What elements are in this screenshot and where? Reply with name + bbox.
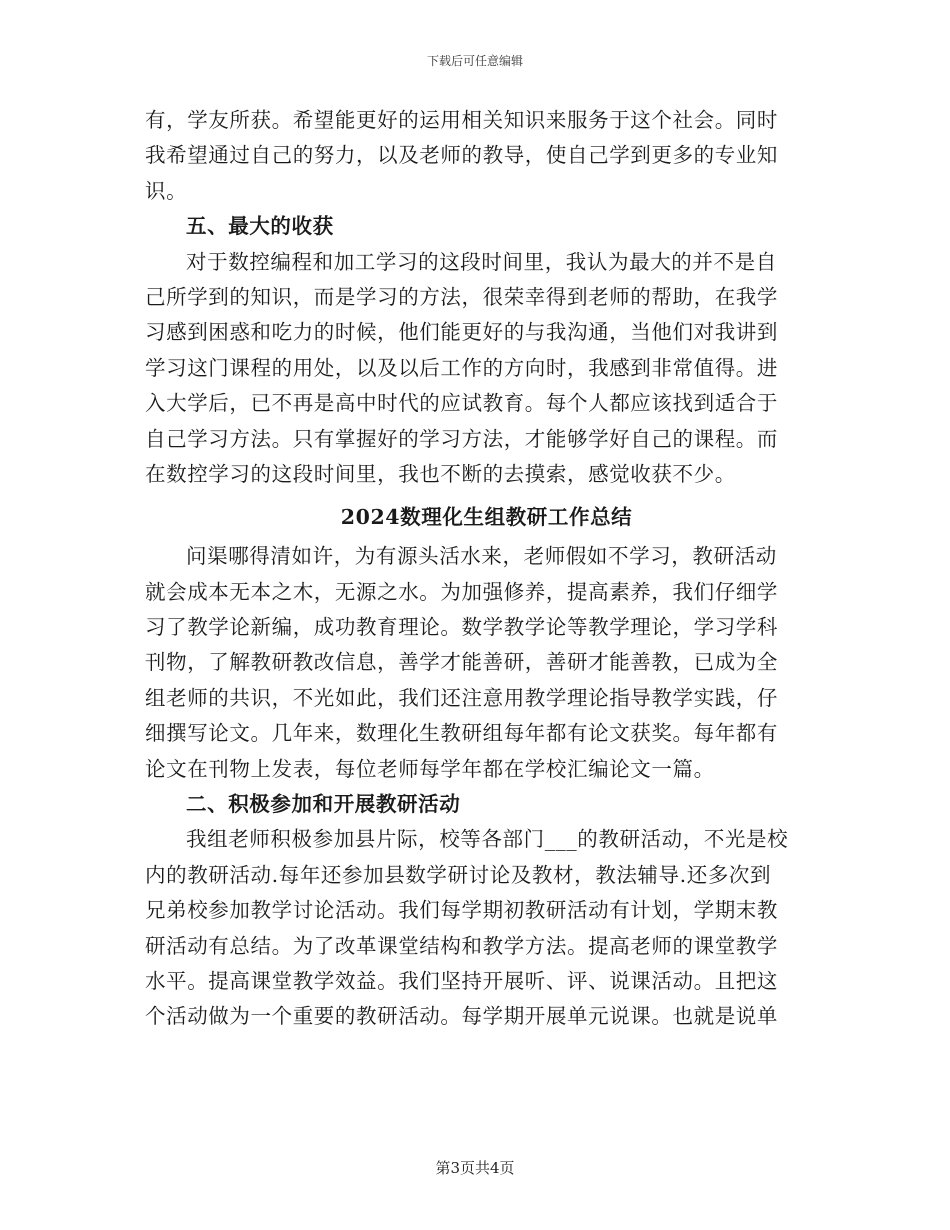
body-paragraph xyxy=(145,245,810,493)
text-line: 水平。提高课堂教学效益。我们坚持开展听、评、说课活动。且把这 xyxy=(145,968,778,993)
text-line: 有，学友所获。希望能更好的运用相关知识来服务于这个社会。同时 xyxy=(145,108,778,132)
text-line: 就会成本无本之木，无源之水。为加强修养，提高素养，我们仔细学 xyxy=(145,579,778,604)
text-line: 对于数控编程和加工学习的这段时间里，我认为最大的并不是自 xyxy=(186,249,777,274)
article-title: 2024数理化生组教研工作总结 xyxy=(340,505,633,530)
page-content xyxy=(145,103,810,1035)
text-line: 细撰写论文。几年来，数理化生教研组每年都有论文获奖。每年都有 xyxy=(145,721,778,746)
text-line: 习感到困惑和吃力的时候，他们能更好的与我沟通，当他们对我讲到 xyxy=(145,320,778,345)
text-line: 己所学到的知识，而是学习的方法，很荣幸得到老师的帮助，在我学 xyxy=(145,284,778,309)
text-line: 组老师的共识，不光如此，我们还注意用教学理论指导教学实践，仔 xyxy=(145,685,778,710)
text-line: 学习这门课程的用处，以及以后工作的方向时，我感到非常值得。进 xyxy=(145,355,778,380)
text-line: 识。 xyxy=(145,178,188,203)
text-line: 问渠哪得清如许，为有源头活水来，老师假如不学习，教研活动 xyxy=(186,544,777,569)
text-line: 内的教研活动.每年还参加县数学研讨论及教材，教法辅导.还多次到 xyxy=(145,862,772,887)
section-heading: 二、积极参加和开展教研活动 xyxy=(186,792,461,817)
text-line: 研活动有总结。为了改革课堂结构和教学方法。提高老师的课堂教学 xyxy=(145,933,778,958)
text-line: 自己学习方法。只有掌握好的学习方法，才能够学好自己的课程。而 xyxy=(145,426,778,451)
text-line: 在数控学习的这段时间里，我也不断的去摸索，感觉收获不少。 xyxy=(145,461,736,486)
continued-paragraph xyxy=(145,103,810,209)
text-line: 刊物，了解教研教改信息，善学才能善研，善研才能善教，已成为全 xyxy=(145,650,778,675)
page-header: 下载后可任意编辑 xyxy=(426,54,523,68)
page-footer: 第3页共4页 xyxy=(435,1159,515,1177)
text-line: 我组老师积极参加县片际，校等各部门___的教研活动，不光是校 xyxy=(186,827,789,852)
body-paragraph xyxy=(145,539,810,787)
text-line: 习了教学论新编，成功教育理论。数学教学论等教学理论，学习学科 xyxy=(145,615,778,640)
text-line: 论文在刊物上发表，每位老师每学年都在学校汇编论文一篇。 xyxy=(145,756,715,781)
text-line: 个活动做为一个重要的教研活动。每学期开展单元说课。也就是说单 xyxy=(145,1004,778,1029)
text-line: 我希望通过自己的努力，以及老师的教导，使自己学到更多的专业知 xyxy=(145,143,778,168)
text-line: 兄弟校参加教学讨论活动。我们每学期初教研活动有计划，学期末教 xyxy=(145,898,778,923)
body-paragraph xyxy=(145,822,810,1034)
section-heading: 五、最大的收获 xyxy=(186,214,334,239)
text-line: 入大学后，已不再是高中时代的应试教育。每个人都应该找到适合于 xyxy=(145,391,778,416)
